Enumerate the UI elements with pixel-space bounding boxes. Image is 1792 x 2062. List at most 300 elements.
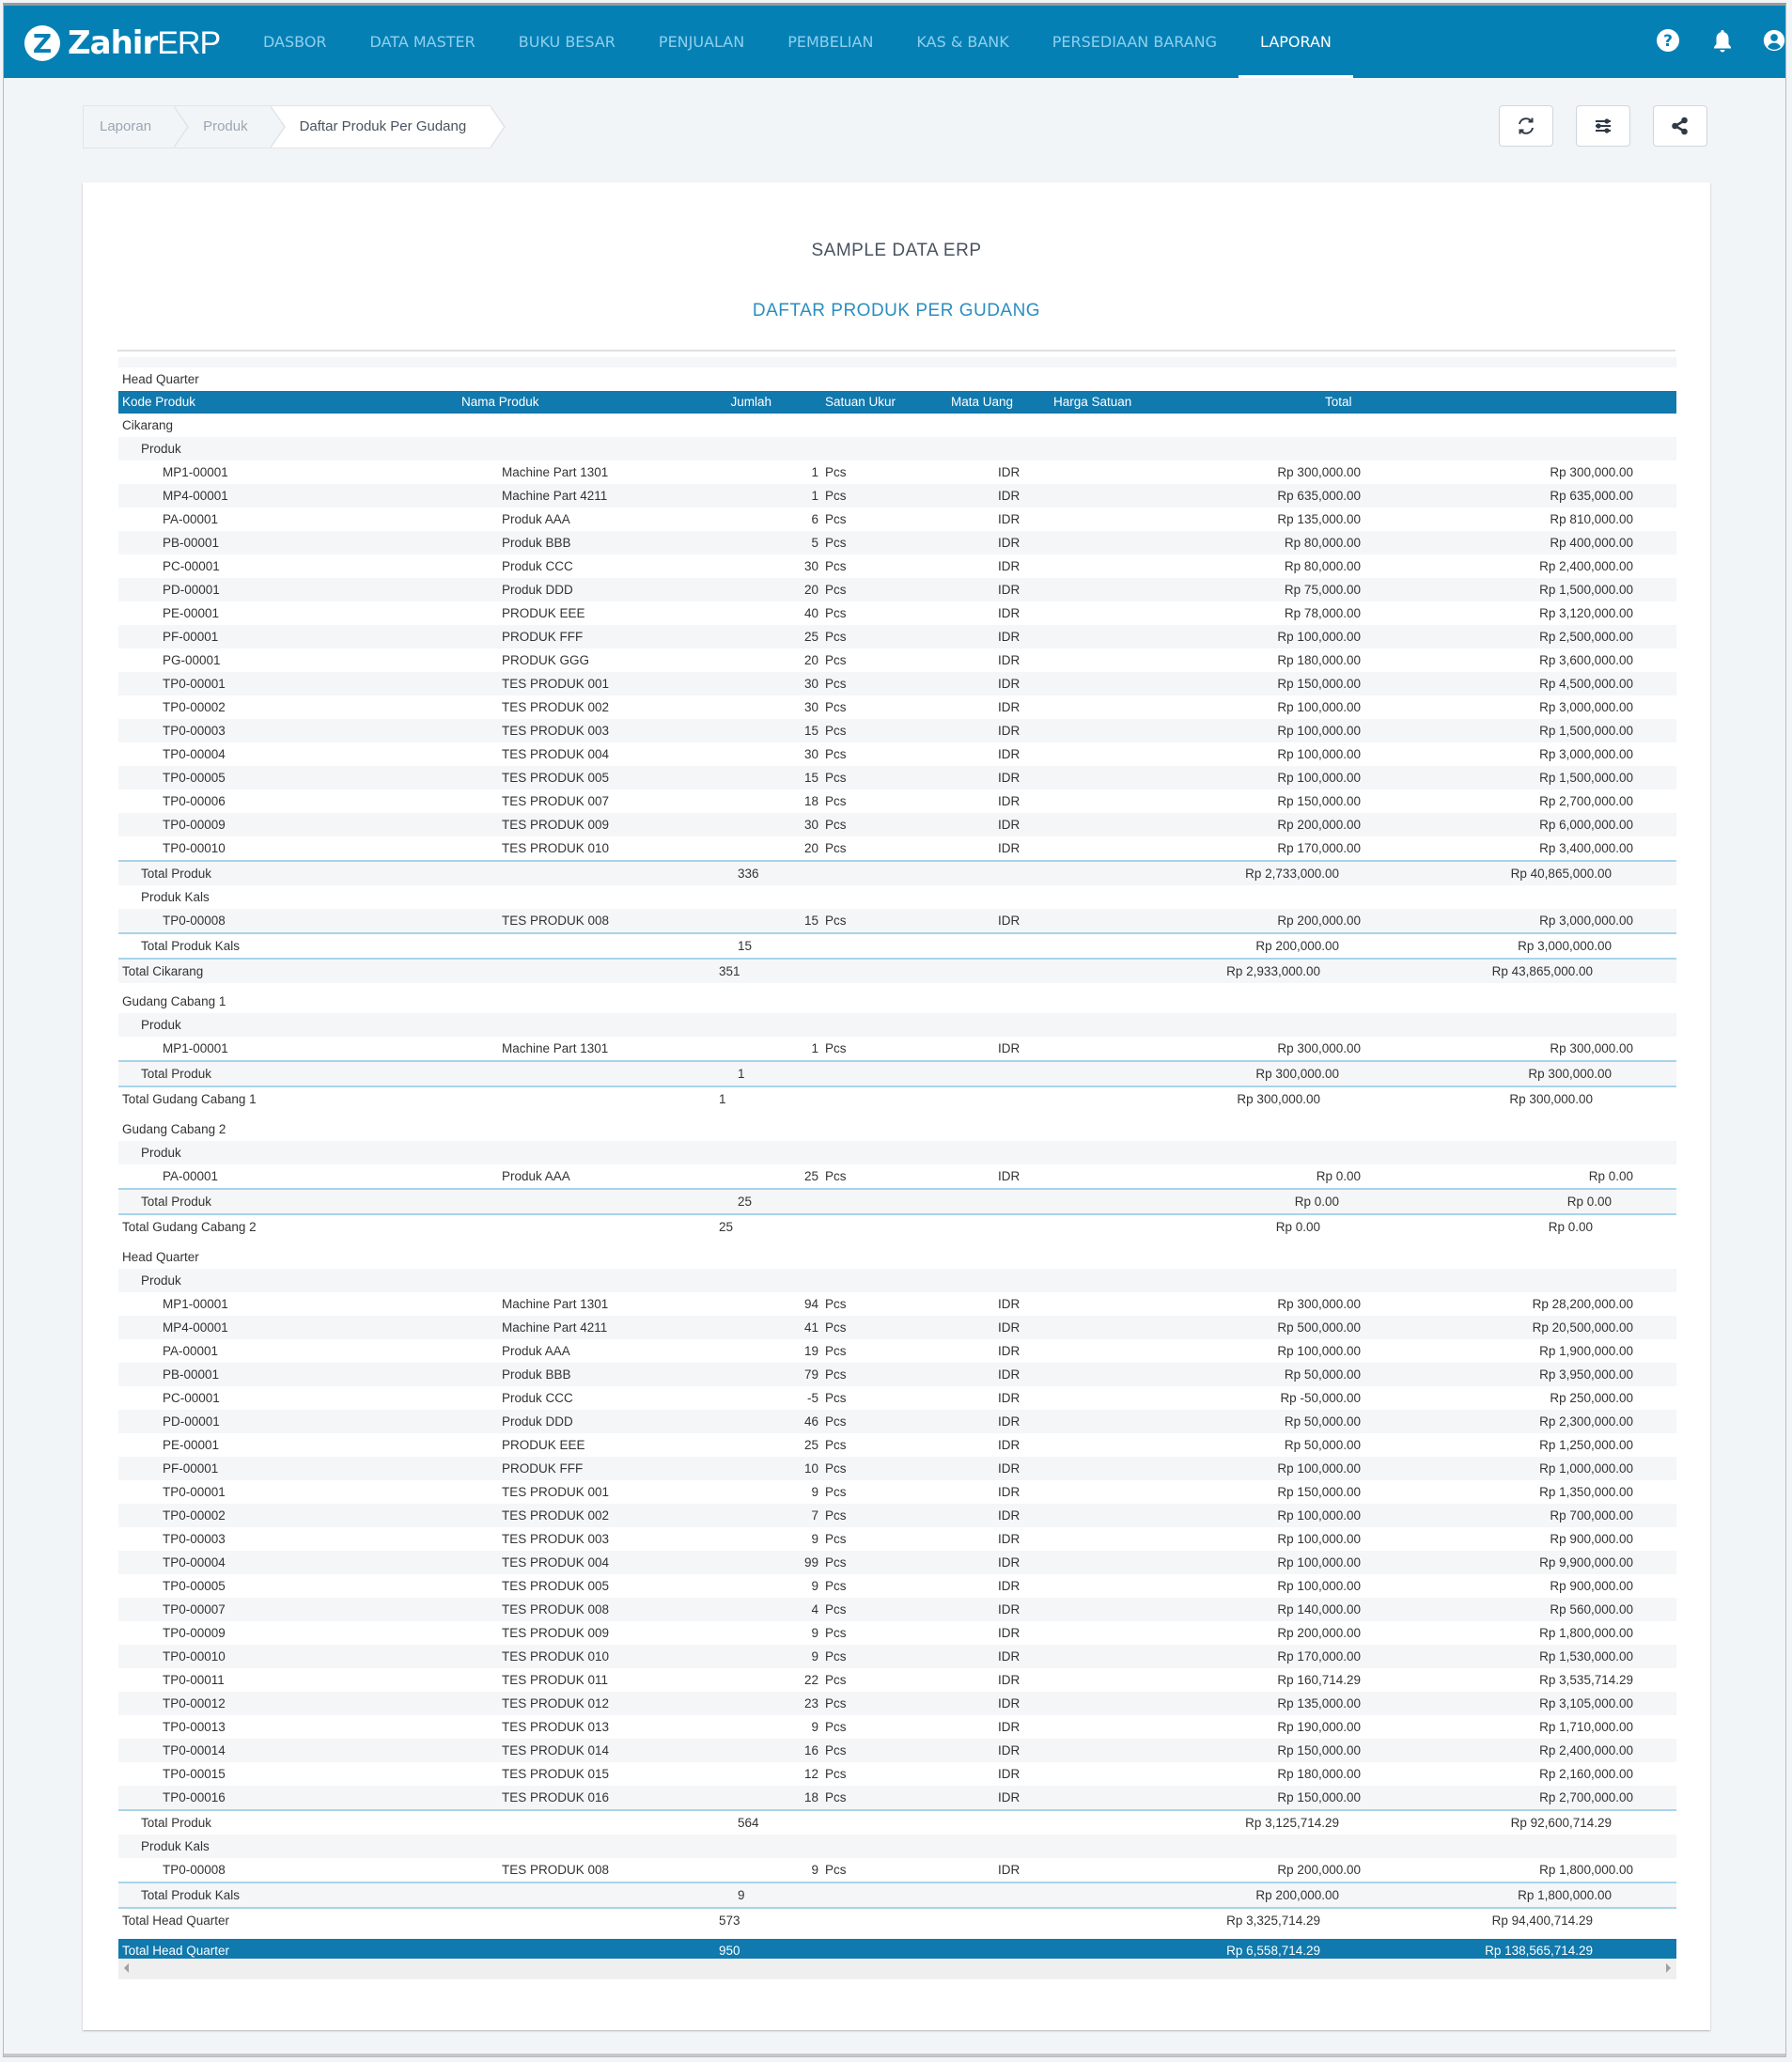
- app-window: [3, 3, 1786, 2057]
- company-name: SAMPLE DATA ERP: [811, 241, 982, 260]
- quantity: 41: [803, 1320, 818, 1335]
- product-code: PF-00001: [163, 630, 219, 644]
- product-name: TES PRODUK 003: [502, 1532, 610, 1546]
- unit: Pcs: [825, 606, 847, 620]
- product-name: TES PRODUK 009: [502, 818, 610, 832]
- spacer: [480, 1883, 696, 1907]
- product-row: [118, 1786, 1676, 1809]
- nav-item-persediaan-barang[interactable]: PERSEDIAAN BARANG: [1052, 33, 1218, 51]
- column-header[interactable]: Kode Produk: [122, 395, 196, 409]
- category-name: Produk: [141, 442, 181, 456]
- share-button[interactable]: [1653, 105, 1707, 147]
- product-name: PRODUK FFF: [502, 630, 584, 644]
- scroll-left-icon[interactable]: [124, 1963, 129, 1973]
- spacer: [778, 1215, 958, 1239]
- total-label: Total Head Quarter: [122, 1914, 230, 1928]
- line-total: Rp 2,300,000.00: [1539, 1414, 1633, 1429]
- unit-price: Rp 190,000.00: [1277, 1720, 1361, 1734]
- product-row: [118, 578, 1676, 601]
- section-gap: [118, 983, 1676, 990]
- breadcrumb-item[interactable]: [83, 105, 174, 148]
- unit: Pcs: [825, 1743, 847, 1757]
- line-total: Rp 3,535,714.29: [1539, 1673, 1633, 1687]
- unit: Pcs: [825, 1041, 847, 1055]
- spacer: [976, 1883, 1070, 1907]
- product-name: TES PRODUK 002: [502, 700, 610, 714]
- unit-price: Rp 100,000.00: [1277, 747, 1361, 761]
- unit: Pcs: [825, 630, 847, 644]
- category-row: [118, 1013, 1676, 1037]
- quantity: 15: [803, 724, 818, 738]
- section-gap: [118, 1932, 1676, 1939]
- quantity: 9: [811, 1532, 818, 1546]
- spacer: [958, 1087, 1052, 1111]
- product-name: Produk BBB: [502, 536, 571, 550]
- product-code: TP0-00007: [163, 1602, 226, 1617]
- unit: Pcs: [825, 1767, 847, 1781]
- product-row: [118, 1410, 1676, 1433]
- line-total: Rp 28,200,000.00: [1532, 1297, 1633, 1311]
- line-total: Rp 810,000.00: [1550, 512, 1633, 526]
- column-header[interactable]: Satuan Ukur: [825, 395, 896, 409]
- unit: Pcs: [825, 512, 847, 526]
- quantity: 9: [811, 1720, 818, 1734]
- unit: Pcs: [825, 465, 847, 479]
- warehouse-name: Gudang Cabang 1: [122, 994, 226, 1008]
- product-name: TES PRODUK 009: [502, 1626, 610, 1640]
- quantity: 15: [803, 914, 818, 928]
- total-unit-price: Rp 2,933,000.00: [1226, 964, 1320, 978]
- breadcrumb-separator: [491, 105, 506, 148]
- product-name: TES PRODUK 003: [502, 724, 610, 738]
- line-total: Rp 4,500,000.00: [1539, 677, 1633, 691]
- bell-icon[interactable]: [1708, 26, 1737, 55]
- spacer: [976, 934, 1070, 958]
- category-name: Produk: [141, 1018, 181, 1032]
- nav-item-data-master[interactable]: DATA MASTER: [369, 33, 475, 51]
- product-code: TP0-00013: [163, 1720, 226, 1734]
- product-name: TES PRODUK 008: [502, 1602, 610, 1617]
- unit: Pcs: [825, 1532, 847, 1546]
- product-row: [118, 1621, 1676, 1645]
- unit-price: Rp 150,000.00: [1277, 1790, 1361, 1804]
- unit: Pcs: [825, 536, 847, 550]
- unit-price: Rp 78,000.00: [1284, 606, 1361, 620]
- line-total: Rp 0.00: [1588, 1169, 1633, 1183]
- product-name: Machine Part 1301: [502, 1041, 609, 1055]
- currency: IDR: [998, 465, 1021, 479]
- total-amount: Rp 43,865,000.00: [1491, 964, 1593, 978]
- subtotal-row: [118, 932, 1676, 958]
- unit-price: Rp 300,000.00: [1277, 1041, 1361, 1055]
- warehouse-total-row: [118, 1213, 1676, 1239]
- category-row: [118, 885, 1676, 909]
- line-total: Rp 700,000.00: [1550, 1508, 1633, 1523]
- line-total: Rp 20,500,000.00: [1532, 1320, 1633, 1335]
- share-icon: [1670, 116, 1691, 136]
- quantity: 9: [811, 1863, 818, 1877]
- product-code: TP0-00002: [163, 1508, 226, 1523]
- total-label: Total Produk: [141, 867, 212, 881]
- product-code: MP4-00001: [163, 1320, 228, 1335]
- spacer: [958, 1909, 1052, 1932]
- product-row: [118, 836, 1676, 860]
- line-total: Rp 1,500,000.00: [1539, 771, 1633, 785]
- unit-price: Rp 0.00: [1316, 1169, 1361, 1183]
- line-total: Rp 2,400,000.00: [1539, 1743, 1633, 1757]
- unit: Pcs: [825, 1579, 847, 1593]
- nav-item-kas-bank[interactable]: KAS & BANK: [916, 33, 1009, 51]
- quantity: 6: [811, 512, 818, 526]
- group-label-row: [118, 367, 1676, 391]
- product-name: TES PRODUK 002: [502, 1508, 610, 1523]
- product-row: [118, 648, 1676, 672]
- quantity: 15: [803, 771, 818, 785]
- product-code: TP0-00006: [163, 794, 226, 808]
- product-row: [118, 813, 1676, 836]
- line-total: Rp 2,500,000.00: [1539, 630, 1633, 644]
- product-name: Machine Part 4211: [502, 489, 608, 503]
- spacer: [480, 1811, 696, 1835]
- nav-item-pembelian[interactable]: PEMBELIAN: [787, 33, 874, 51]
- product-name: TES PRODUK 005: [502, 1579, 610, 1593]
- spacer: [461, 1215, 678, 1239]
- unit-price: Rp 635,000.00: [1277, 489, 1361, 503]
- product-code: TP0-00005: [163, 771, 226, 785]
- unit-price: Rp 100,000.00: [1277, 724, 1361, 738]
- quantity: 4: [811, 1602, 818, 1617]
- line-total: Rp 1,530,000.00: [1539, 1649, 1633, 1664]
- spacer: [480, 1062, 696, 1086]
- nav-item-penjualan[interactable]: PENJUALAN: [658, 33, 745, 51]
- product-name: TES PRODUK 016: [502, 1790, 610, 1804]
- product-row: [118, 1739, 1676, 1762]
- line-total: Rp 300,000.00: [1550, 1041, 1633, 1055]
- unit: Pcs: [825, 1555, 847, 1570]
- product-row: [118, 1551, 1676, 1574]
- unit-price: Rp -50,000.00: [1280, 1391, 1361, 1405]
- product-row: [118, 1527, 1676, 1551]
- line-total: Rp 1,800,000.00: [1539, 1626, 1633, 1640]
- product-name: Machine Part 1301: [502, 465, 609, 479]
- column-header[interactable]: Harga Satuan: [1053, 395, 1132, 409]
- unit: Pcs: [825, 1169, 847, 1183]
- unit: Pcs: [825, 724, 847, 738]
- spacer: [976, 1811, 1070, 1835]
- currency: IDR: [998, 1532, 1021, 1546]
- product-code: TP0-00003: [163, 724, 226, 738]
- unit-price: Rp 80,000.00: [1284, 536, 1361, 550]
- total-amount: Rp 92,600,714.29: [1510, 1816, 1612, 1830]
- warehouse-row: [118, 414, 1676, 437]
- product-row: [118, 1858, 1676, 1882]
- logo-text-light: ERP: [157, 25, 221, 61]
- product-code: PA-00001: [163, 1169, 219, 1183]
- product-row: [118, 531, 1676, 555]
- category-name: Produk: [141, 1273, 181, 1288]
- total-label: Total Gudang Cabang 1: [122, 1092, 257, 1106]
- column-header[interactable]: Total: [1325, 395, 1352, 409]
- spacer: [778, 1909, 958, 1932]
- product-row: [118, 1386, 1676, 1410]
- total-label: Total Produk: [141, 1067, 212, 1081]
- total-unit-price: Rp 0.00: [1275, 1220, 1320, 1234]
- currency: IDR: [998, 1461, 1021, 1476]
- product-code: TP0-00004: [163, 747, 226, 761]
- currency: IDR: [998, 1767, 1021, 1781]
- product-name: TES PRODUK 008: [502, 914, 610, 928]
- refresh-button[interactable]: [1499, 105, 1553, 147]
- line-total: Rp 635,000.00: [1550, 489, 1633, 503]
- currency: IDR: [998, 1344, 1021, 1358]
- line-total: Rp 1,250,000.00: [1539, 1438, 1633, 1452]
- product-row: [118, 1668, 1676, 1692]
- total-unit-price: Rp 200,000.00: [1255, 1888, 1339, 1902]
- currency: IDR: [998, 1414, 1021, 1429]
- line-total: Rp 900,000.00: [1550, 1579, 1633, 1593]
- product-row: [118, 1574, 1676, 1598]
- product-name: PRODUK EEE: [502, 1438, 585, 1452]
- total-quantity: 1: [738, 1067, 745, 1081]
- unit-price: Rp 100,000.00: [1277, 700, 1361, 714]
- total-amount: Rp 300,000.00: [1509, 1092, 1593, 1106]
- product-row: [118, 1645, 1676, 1668]
- currency: IDR: [998, 1555, 1021, 1570]
- quantity: 12: [803, 1767, 818, 1781]
- report-title: DAFTAR PRODUK PER GUDANG: [752, 301, 1041, 320]
- grand-total-label: Total Head Quarter: [122, 1944, 230, 1958]
- report-card: [83, 182, 1710, 2030]
- product-row: [118, 789, 1676, 813]
- quantity: 25: [803, 1438, 818, 1452]
- currency: IDR: [998, 794, 1021, 808]
- unit-price: Rp 170,000.00: [1277, 1649, 1361, 1664]
- product-code: MP4-00001: [163, 489, 228, 503]
- breadcrumb-label: Daftar Produk Per Gudang: [299, 118, 467, 134]
- grand-total-quantity: 950: [719, 1944, 740, 1958]
- product-code: TP0-00015: [163, 1767, 226, 1781]
- unit-price: Rp 100,000.00: [1277, 1461, 1361, 1476]
- currency: IDR: [998, 1297, 1021, 1311]
- quantity: 23: [803, 1696, 818, 1711]
- horizontal-scrollbar[interactable]: [118, 1959, 1676, 1979]
- title-divider: [117, 350, 1675, 351]
- breadcrumb-label: Laporan: [100, 118, 152, 134]
- product-row: [118, 695, 1676, 719]
- product-code: MP1-00001: [163, 1041, 228, 1055]
- spacer: [461, 1087, 678, 1111]
- spacer: [480, 934, 696, 958]
- quantity: 9: [811, 1626, 818, 1640]
- line-total: Rp 2,400,000.00: [1539, 559, 1633, 573]
- product-row: [118, 1480, 1676, 1504]
- product-code: TP0-00001: [163, 1485, 226, 1499]
- product-row: [118, 1692, 1676, 1715]
- unit-price: Rp 500,000.00: [1277, 1320, 1361, 1335]
- product-code: PF-00001: [163, 1461, 219, 1476]
- unit-price: Rp 100,000.00: [1277, 771, 1361, 785]
- product-row: [118, 1504, 1676, 1527]
- product-row: [118, 1598, 1676, 1621]
- breadcrumb: [83, 105, 491, 148]
- quantity: 1: [811, 1041, 818, 1055]
- product-name: TES PRODUK 001: [502, 677, 610, 691]
- svg-text:?: ?: [1663, 32, 1673, 51]
- app-logo[interactable]: [24, 24, 220, 62]
- spacer: [976, 1190, 1070, 1213]
- unit-price: Rp 150,000.00: [1277, 1743, 1361, 1757]
- currency: IDR: [998, 512, 1021, 526]
- product-name: Produk CCC: [502, 559, 573, 573]
- product-code: PA-00001: [163, 1344, 219, 1358]
- nav-item-laporan[interactable]: LAPORAN: [1239, 6, 1353, 78]
- total-unit-price: Rp 2,733,000.00: [1245, 867, 1339, 881]
- spacer: [797, 1811, 976, 1835]
- spacer: [797, 1883, 976, 1907]
- product-name: PRODUK EEE: [502, 606, 585, 620]
- unit-price: Rp 50,000.00: [1284, 1367, 1361, 1382]
- grand-total-unit-price: Rp 6,558,714.29: [1226, 1944, 1320, 1958]
- column-header[interactable]: Jumlah: [730, 395, 771, 409]
- line-total: Rp 2,700,000.00: [1539, 1790, 1633, 1804]
- unit: Pcs: [825, 841, 847, 855]
- quantity: 30: [803, 747, 818, 761]
- subtotal-row: [118, 1809, 1676, 1835]
- refresh-icon: [1516, 116, 1536, 136]
- unit: Pcs: [825, 1720, 847, 1734]
- user-icon[interactable]: [1763, 26, 1785, 55]
- product-row: [118, 555, 1676, 578]
- total-quantity: 15: [738, 939, 753, 953]
- quantity: 30: [803, 677, 818, 691]
- logo-icon: Z: [24, 25, 60, 61]
- total-amount: Rp 1,800,000.00: [1518, 1888, 1612, 1902]
- unit-price: Rp 100,000.00: [1277, 1555, 1361, 1570]
- breadcrumb-label: Produk: [203, 118, 248, 134]
- quantity: 20: [803, 653, 818, 667]
- unit-price: Rp 140,000.00: [1277, 1602, 1361, 1617]
- line-total: Rp 1,000,000.00: [1539, 1461, 1633, 1476]
- product-row: [118, 1164, 1676, 1188]
- currency: IDR: [998, 1579, 1021, 1593]
- currency: IDR: [998, 630, 1021, 644]
- product-row: [118, 1316, 1676, 1339]
- unit-price: Rp 135,000.00: [1277, 1696, 1361, 1711]
- subtotal-row: [118, 860, 1676, 885]
- product-name: Produk AAA: [502, 512, 570, 526]
- subtotal-row: [118, 1060, 1676, 1086]
- quantity: 9: [811, 1579, 818, 1593]
- product-code: TP0-00011: [163, 1673, 225, 1687]
- unit: Pcs: [825, 1344, 847, 1358]
- unit-price: Rp 300,000.00: [1277, 465, 1361, 479]
- breadcrumb-separator: [271, 105, 286, 148]
- unit: Pcs: [825, 583, 847, 597]
- report-actions: [1499, 105, 1707, 147]
- filter-button[interactable]: [1576, 105, 1630, 147]
- product-row: [118, 484, 1676, 508]
- product-row: [118, 742, 1676, 766]
- product-code: PD-00001: [163, 1414, 220, 1429]
- product-code: TP0-00001: [163, 677, 226, 691]
- product-name: TES PRODUK 015: [502, 1767, 610, 1781]
- total-amount: Rp 3,000,000.00: [1518, 939, 1612, 953]
- product-name: TES PRODUK 004: [502, 747, 610, 761]
- unit: Pcs: [825, 1649, 847, 1664]
- warehouse-row: [118, 990, 1676, 1013]
- spacer: [976, 862, 1070, 885]
- report-table: [118, 357, 1676, 1962]
- unit: Pcs: [825, 1461, 847, 1476]
- product-row: [118, 1433, 1676, 1457]
- product-code: TP0-00002: [163, 700, 226, 714]
- currency: IDR: [998, 1485, 1021, 1499]
- total-amount: Rp 94,400,714.29: [1491, 1914, 1593, 1928]
- unit-price: Rp 180,000.00: [1277, 653, 1361, 667]
- line-total: Rp 3,120,000.00: [1539, 606, 1633, 620]
- currency: IDR: [998, 1041, 1021, 1055]
- spacer: [797, 1190, 976, 1213]
- total-quantity: 25: [738, 1195, 753, 1209]
- spacer: [797, 862, 976, 885]
- product-row: [118, 1457, 1676, 1480]
- product-code: TP0-00008: [163, 1863, 226, 1877]
- product-code: PB-00001: [163, 1367, 220, 1382]
- total-amount: Rp 0.00: [1548, 1220, 1593, 1234]
- window-bottom-edge: [4, 2054, 1785, 2056]
- quantity: 16: [803, 1743, 818, 1757]
- unit: Pcs: [825, 914, 847, 928]
- unit: Pcs: [825, 1602, 847, 1617]
- nav-item-buku-besar[interactable]: BUKU BESAR: [518, 33, 616, 51]
- total-amount: Rp 40,865,000.00: [1510, 867, 1612, 881]
- product-name: TES PRODUK 005: [502, 771, 610, 785]
- help-icon[interactable]: [1654, 26, 1682, 55]
- unit-price: Rp 50,000.00: [1284, 1438, 1361, 1452]
- currency: IDR: [998, 1320, 1021, 1335]
- total-label: Total Produk Kals: [141, 1888, 241, 1902]
- scroll-right-icon[interactable]: [1666, 1963, 1671, 1973]
- line-total: Rp 3,600,000.00: [1539, 653, 1633, 667]
- nav-item-dasbor[interactable]: DASBOR: [263, 33, 327, 51]
- currency: IDR: [998, 489, 1021, 503]
- quantity: 20: [803, 583, 818, 597]
- unit: Pcs: [825, 1485, 847, 1499]
- product-code: TP0-00005: [163, 1579, 226, 1593]
- unit: Pcs: [825, 653, 847, 667]
- unit: Pcs: [825, 1863, 847, 1877]
- unit-price: Rp 200,000.00: [1277, 1626, 1361, 1640]
- total-unit-price: Rp 200,000.00: [1255, 939, 1339, 953]
- product-row: [118, 1363, 1676, 1386]
- subtotal-row: [118, 1882, 1676, 1907]
- product-row: [118, 1339, 1676, 1363]
- product-code: TP0-00008: [163, 914, 226, 928]
- column-header[interactable]: Mata Uang: [951, 395, 1014, 409]
- warehouse-name: Gudang Cabang 2: [122, 1122, 226, 1136]
- line-total: Rp 3,950,000.00: [1539, 1367, 1633, 1382]
- column-header[interactable]: Nama Produk: [461, 395, 539, 409]
- product-code: MP1-00001: [163, 1297, 228, 1311]
- total-quantity: 351: [719, 964, 740, 978]
- product-name: TES PRODUK 010: [502, 841, 610, 855]
- unit: Pcs: [825, 1696, 847, 1711]
- product-row: [118, 601, 1676, 625]
- breadcrumb-separator: [174, 105, 189, 148]
- unit: Pcs: [825, 1367, 847, 1382]
- total-label: Total Produk: [141, 1195, 212, 1209]
- quantity: 40: [803, 606, 818, 620]
